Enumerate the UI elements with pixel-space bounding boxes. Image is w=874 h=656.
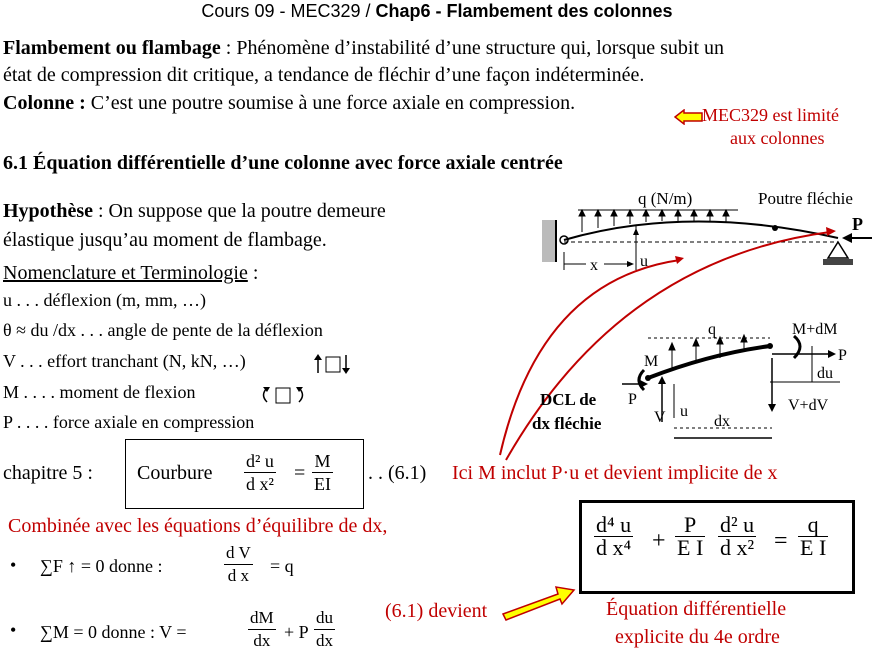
sumF-den: d x [227, 566, 249, 585]
nomenclature-item: θ ≈ du /dx . . . angle de pente de la déflexion [3, 320, 323, 340]
final-n1: d⁴ u [596, 512, 632, 537]
section-title: 6.1 Équation différentielle d’une colonne avec force axiale centrée [3, 152, 563, 174]
flambement-text2: état de compression dit critique, a tendance de fléchir d’une façon indéterminée. [3, 64, 645, 86]
dcl-V-label: V [654, 409, 666, 426]
dcl-MdM-label: M+dM [792, 321, 838, 338]
final-caption1: Équation différentielle [606, 598, 787, 620]
equation-ref: . . (6.1) [368, 462, 427, 484]
devient-text: (6.1) devient [385, 600, 488, 622]
final-f1 [594, 514, 633, 559]
dcl-dx-label: dx [714, 413, 730, 430]
final-d3: d x² [720, 535, 755, 560]
equilibrium-intro: Combinée avec les équations d’équilibre de dx, [8, 515, 388, 537]
dcl-caption1: DCL de [540, 390, 597, 409]
beam-label: Poutre fléchie [758, 189, 853, 208]
final-d4: E I [800, 535, 827, 560]
note-line1: MEC329 est limité [702, 105, 839, 125]
nomenclature-item: u . . . déflexion (m, mm, …) [3, 290, 206, 310]
final-n3: d² u [720, 512, 755, 537]
final-caption2: explicite du 4e ordre [615, 626, 780, 648]
load-label: q (N/m) [638, 189, 693, 208]
courbure-label: Courbure [137, 462, 213, 484]
courbure-fraction-lhs [244, 450, 276, 495]
sumM-mid: + P [284, 622, 309, 642]
sumM-fraction1 [248, 607, 276, 652]
header-course: Cours 09 - MEC329 / [201, 1, 376, 21]
dcl-VdV-label: V+dV [788, 397, 829, 414]
final-f2 [675, 514, 705, 559]
hypothese-line2: élastique jusqu’au moment de flambage. [3, 229, 327, 251]
flambement-term: Flambement ou flambage [3, 37, 221, 59]
nomenclature-item: V . . . effort tranchant (N, kN, …) [3, 351, 246, 371]
flambement-line1 [3, 37, 724, 60]
sumF-text: ∑F ↑ = 0 donne : [40, 556, 163, 576]
sumM-num2: du [314, 607, 335, 630]
nomenclature-item: P . . . . force axiale en compression [3, 412, 255, 432]
moment-sign-icon [258, 385, 308, 405]
implicit-note: Ici M inclut P·u et devient implicite de x [452, 462, 778, 484]
courbure-equals: = [294, 462, 306, 484]
dcl-du-label: du [817, 365, 833, 382]
sumF-rhs: = q [270, 556, 294, 576]
note-line2: aux colonnes [730, 128, 825, 148]
courbure-rhs-num: M [312, 450, 333, 473]
sumM-den1: dx [253, 631, 271, 650]
sumM-num1: dM [248, 607, 276, 630]
dcl-P-right: P [838, 347, 847, 364]
final-f4 [798, 514, 828, 559]
courbure-lhs-den: d x² [246, 474, 274, 494]
hypothese-term: Hypothèse [3, 200, 93, 222]
x-label: x [590, 257, 598, 274]
flambement-text1: : Phénomène d’instabilité d’une structure qui, lorsque subit un [220, 37, 725, 59]
shear-sign-icon [314, 353, 360, 375]
courbure-fraction-rhs [312, 450, 333, 495]
dcl-caption2: dx fléchie [532, 414, 602, 433]
dcl-q-label: q [708, 321, 716, 338]
hypothese-text1: : On suppose que la poutre demeure [93, 200, 386, 222]
nomenclature-title: Nomenclature et Terminologie [3, 262, 248, 284]
P-label: P [852, 214, 863, 234]
final-plus: + [652, 528, 666, 554]
chapitre5-label: chapitre 5 : [3, 462, 93, 484]
final-d2: E I [677, 535, 704, 560]
courbure-lhs-num: d² u [246, 451, 274, 471]
colonne-term: Colonne : [3, 92, 86, 114]
dcl-u-label: u [680, 403, 688, 420]
u-label: u [640, 253, 648, 270]
hypothese-line1 [3, 200, 386, 223]
dcl-P-left: P [628, 391, 637, 408]
nomenclature-title-suffix: : [247, 262, 259, 284]
note-arrow-icon [674, 109, 704, 125]
colonne-text: C’est une poutre soumise à une force axiale en compression. [85, 92, 576, 114]
courbure-rhs-den: EI [314, 474, 331, 494]
final-n4: q [798, 514, 828, 537]
devient-arrow-icon [500, 584, 576, 624]
header-chapter: Chap6 - Flambement des colonnes [375, 1, 673, 21]
colonne-line [3, 92, 575, 115]
nomenclature-title-line [3, 262, 258, 285]
final-n2: P [675, 514, 705, 537]
final-d1: d x⁴ [596, 535, 632, 560]
final-f3 [718, 514, 756, 559]
nomenclature-item: M . . . . moment de flexion [3, 382, 196, 402]
bullet: • [10, 555, 17, 575]
bullet: • [10, 620, 17, 640]
dcl-beam [648, 346, 770, 378]
sumF-fraction [224, 542, 253, 587]
sumM-text: ∑M = 0 donne : V = [40, 622, 187, 642]
page-header [0, 1, 874, 22]
final-equals: = [774, 528, 788, 554]
dcl-M-label: M [644, 353, 659, 370]
sumM-fraction2 [314, 607, 335, 652]
sumF-num: d V [224, 542, 253, 565]
dcl-diagram [600, 318, 874, 448]
sumM-den2: dx [316, 631, 333, 650]
